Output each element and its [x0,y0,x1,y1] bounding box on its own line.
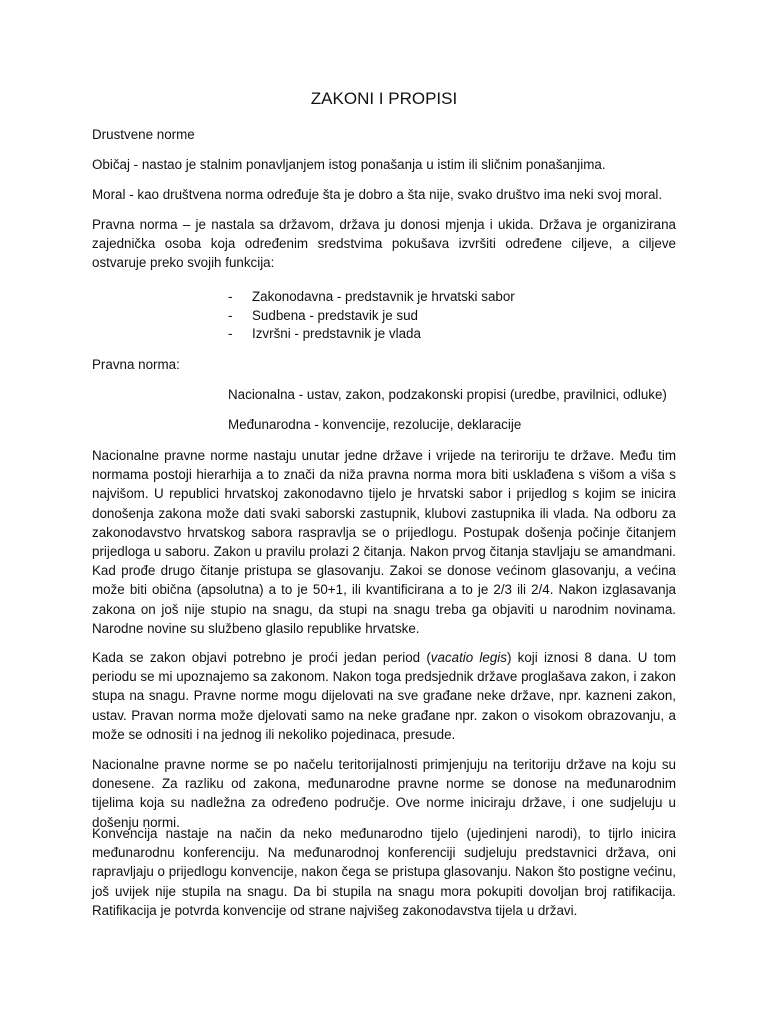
paragraph-legal-norm: Pravna norma – je nastala sa državom, država ju donosi mjenja i ukida. Država je organizirana zajednička osoba koja određenim sredstvima pokušava izvršiti određene ciljeve, a ciljeve ostvaruje preko svojih funkcija: [92,217,676,271]
list-item-text: Izvršni - predstavnik je vlada [252,326,421,341]
heading-legal-norm: Pravna norma: [92,357,180,372]
list-dash: - [228,289,233,304]
list-item [228,306,688,325]
list-item [228,287,688,306]
list-item-text: Sudbena - predstavik je sud [252,307,418,323]
document-title: ZAKONI I PROPISI [310,89,458,108]
paragraph-custom: Običaj - nastao je stalnim ponavljanjem istog ponašanja u istim ili sličnim ponašanjima. [92,157,606,172]
paragraph-vacatio-legis [92,648,676,744]
list-dash: - [228,307,233,323]
heading-social-norms: Drustvene norme [92,127,195,142]
national-norms-line: Nacionalna - ustav, zakon, podzakonski propisi (uredbe, pravilnici, odluke) [228,387,667,402]
international-norms-line: Međunarodna - konvencije, rezolucije, deklaracije [228,417,522,432]
paragraph-convention: Konvencija nastaje na način da neko međunarodno tijelo (ujedinjeni narodi), to tijrlo inicira međunarodnu konferenciju. Na međunarodnoj konferenciji sudjeluju predstavnici država, oni rapravljaju o prijedlogu konvencije, nakon čega se pristupa glasovanju. Nakon što postigne većinu, još uvijek nije stupila na snagu. Da bi stupila na snagu mora pokupiti dovoljan broj ratifikacija. Ratifikacija je potvrda konvencije od strane najvišeg zakonodavstva tijela u državi. [92,826,676,918]
list-item-text: Zakonodavna - predstavnik je hrvatski sabor [252,289,515,304]
list-item [228,324,688,343]
paragraph-territoriality: Nacionalne pravne norme se po načelu teritorijalnosti primjenjuju na teritoriju države na koju su donesene. Za razliku od zakona, međunarodne pravne norme se donose na međunarodnim tijelima koja su nadležna za određeno područje. Ove norme iniciraju države, i one sudjeluju u došenju normi. [92,757,676,830]
latin-term: vacatio legis [430,650,507,665]
paragraph-national-norms: Nacionalne pravne norme nastaju unutar jedne države i vrijede na teriroriju te države. Među tim normama postoji hierarhija a to znači da niža pravna norma mora biti usklađena s višom a viša s najvišom. U republici hrvatskoj zakonodavno tijelo je hrvatski sabor i prijedlog s kojim se inicira donošenja zakona može dati svaki saborski zastupnik, klubovi zastupnika ili vlada. Na odboru za zakonodavstvo hrvatskog sabora raspravlja se o prijedlogu. Postupak došenja počinje čitanjem prijedloga u saboru. Zakon u pravilu prolazi 2 čitanja. Nakon prvog čitanja stavljaju se amandmani. Kad prođe drugo čitanje pristupa se glasovanju. Zakoi se donose većinom glasovanju, a većina može biti obična (apsolutna) a to je 50+1, ili kvantificirana a to je 2/3 ili 2/4. Nakon izglasavanja zakona on još nije stupio na snagu, da stupi na snagu treba ga objaviti u narodnim novinama. Narodne novine su službeno glasilo republike hrvatske. [92,448,676,636]
paragraph-moral: Moral - kao društvena norma određuje šta je dobro a šta nije, svako društvo ima neki svoj moral. [92,187,663,202]
list-dash: - [228,326,233,341]
functions-list [228,287,688,343]
paragraph-text: ) koji iznosi 8 dana. U tom periodu se mi upoznajemo sa zakonom. Nakon toga predsjednik države proglašava zakon, i zakon stupa na snagu. Pravne norme mogu dijelovati na sve građane neke države, npr. kazneni zakon, ustav. Pravan norma može djelovati samo na neke građane npr. zakon o visokom obrazovanju, a može se odnositi i na jednog ili nekoliko pojedinaca, presude. [92,650,676,742]
paragraph-text: Kada se zakon objavi potrebno je proći jedan period ( [92,650,431,665]
